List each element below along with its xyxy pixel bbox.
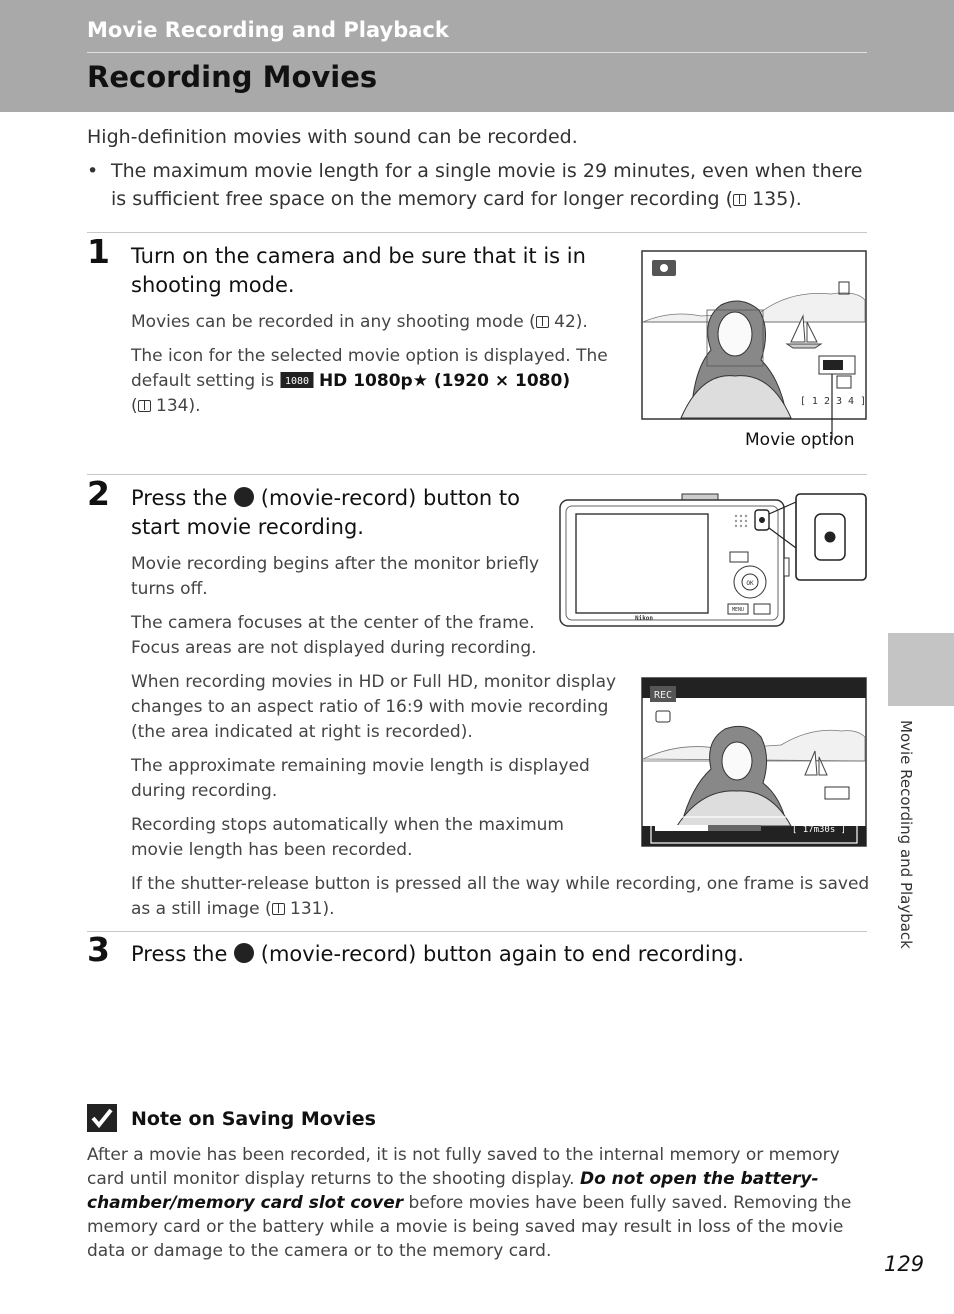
step-2-paragraph-4: The approximate remaining movie length is displayed during recording. — [131, 756, 590, 801]
remaining-time: [ 17m30s ] — [791, 825, 847, 835]
playback-button — [730, 552, 748, 562]
step-2-paragraph-3: When recording movies in HD or Full HD, monitor display changes to an aspect ratio of 16:9 with movie recording (the area indicated at right is recorded). — [131, 672, 617, 742]
svg-text:REC: REC — [653, 690, 673, 701]
recording-screen-illustration — [641, 677, 867, 849]
intro-text: High-definition movies with sound can be recorded. — [87, 126, 578, 148]
sailboat-hull — [787, 344, 821, 348]
step-1-heading: Turn on the camera and be sure that it is in shooting mode. — [131, 244, 586, 297]
svg-text:OK: OK — [746, 580, 754, 587]
note-body: After a movie has been recorded, it is not fully saved to the internal memory or memory card until monitor display returns to the shooting display. Do not open the battery-chamber/memory card slot cover before movies have been fully saved. Removing the memory card or the battery while a movie is being saved may result in loss of the movie data or damage to the camera or to the memory card. — [87, 1145, 852, 1261]
exposure-counter: [ 1 2 3 4 ] — [799, 396, 867, 407]
step-1-number: 1 — [87, 232, 110, 271]
step-2-paragraph-2: The camera focuses at the center of the frame. Focus areas are not displayed during recording. — [131, 613, 537, 658]
note-title: Note on Saving Movies — [131, 1108, 376, 1130]
record-button-icon — [234, 487, 254, 507]
step-3-heading: Press the (movie-record) button again to end recording. — [131, 942, 745, 966]
intro-bullet — [87, 157, 877, 213]
step-3-number: 3 — [87, 930, 110, 969]
step-2-heading: Press the (movie-record) button to start movie recording. — [131, 486, 520, 539]
woman-face — [718, 312, 752, 356]
book-reference-icon — [536, 316, 549, 328]
hd-1080p-movie-icon — [280, 371, 314, 389]
progress-fill — [655, 825, 708, 831]
step-divider — [87, 931, 867, 932]
step-2-paragraph-6: If the shutter-release button is pressed all the way while recording, one frame is saved as a still image ( 131). — [131, 874, 870, 919]
bullet-dot: • — [87, 160, 99, 182]
step-divider — [87, 232, 867, 233]
movie-option-icon — [825, 787, 849, 799]
step-1-paragraph-1: Movies can be recorded in any shooting mode ( 42). — [131, 312, 588, 332]
book-reference-icon — [733, 194, 746, 206]
movie-option-caption: Movie option — [745, 430, 855, 450]
record-button-icon — [234, 943, 254, 963]
speaker-grille — [735, 515, 747, 527]
camera-lcd — [576, 514, 708, 613]
side-strap-eyelet — [784, 558, 789, 576]
step-2-number: 2 — [87, 474, 110, 513]
page-title: Recording Movies — [87, 60, 378, 94]
step-2-paragraph-5: Recording stops automatically when the maximum movie length has been recorded. — [131, 815, 564, 860]
section-title: Movie Recording and Playback — [87, 18, 449, 42]
camera-brand: Nikon — [634, 615, 654, 622]
svg-text:1080: 1080 — [284, 376, 309, 387]
page-number: 129 — [884, 1252, 925, 1276]
book-reference-icon — [138, 400, 151, 412]
woman-face — [722, 742, 752, 780]
page-header — [0, 0, 954, 112]
svg-text:MENU: MENU — [731, 607, 745, 613]
chapter-side-label: Movie Recording and Playback — [897, 720, 915, 949]
step-2-paragraph-1: Movie recording begins after the monitor briefly turns off. — [131, 554, 540, 599]
bullet-text: The maximum movie length for a single movie is 29 minutes, even when there is sufficient free space on the memory card for longer recording ( 135). — [111, 160, 863, 210]
monitor-illustration — [641, 250, 867, 440]
check-note-icon — [87, 1104, 117, 1132]
header-divider — [87, 52, 867, 53]
step-divider — [87, 474, 867, 475]
camera-back-illustration — [558, 490, 868, 628]
step-1-paragraph-2: The icon for the selected movie option is displayed. The default setting is 1080 HD 1080p★ (1920 × 1080) ( 134). — [131, 346, 608, 416]
book-reference-icon — [272, 903, 285, 915]
chapter-side-tab — [888, 633, 954, 706]
delete-button — [754, 604, 770, 614]
